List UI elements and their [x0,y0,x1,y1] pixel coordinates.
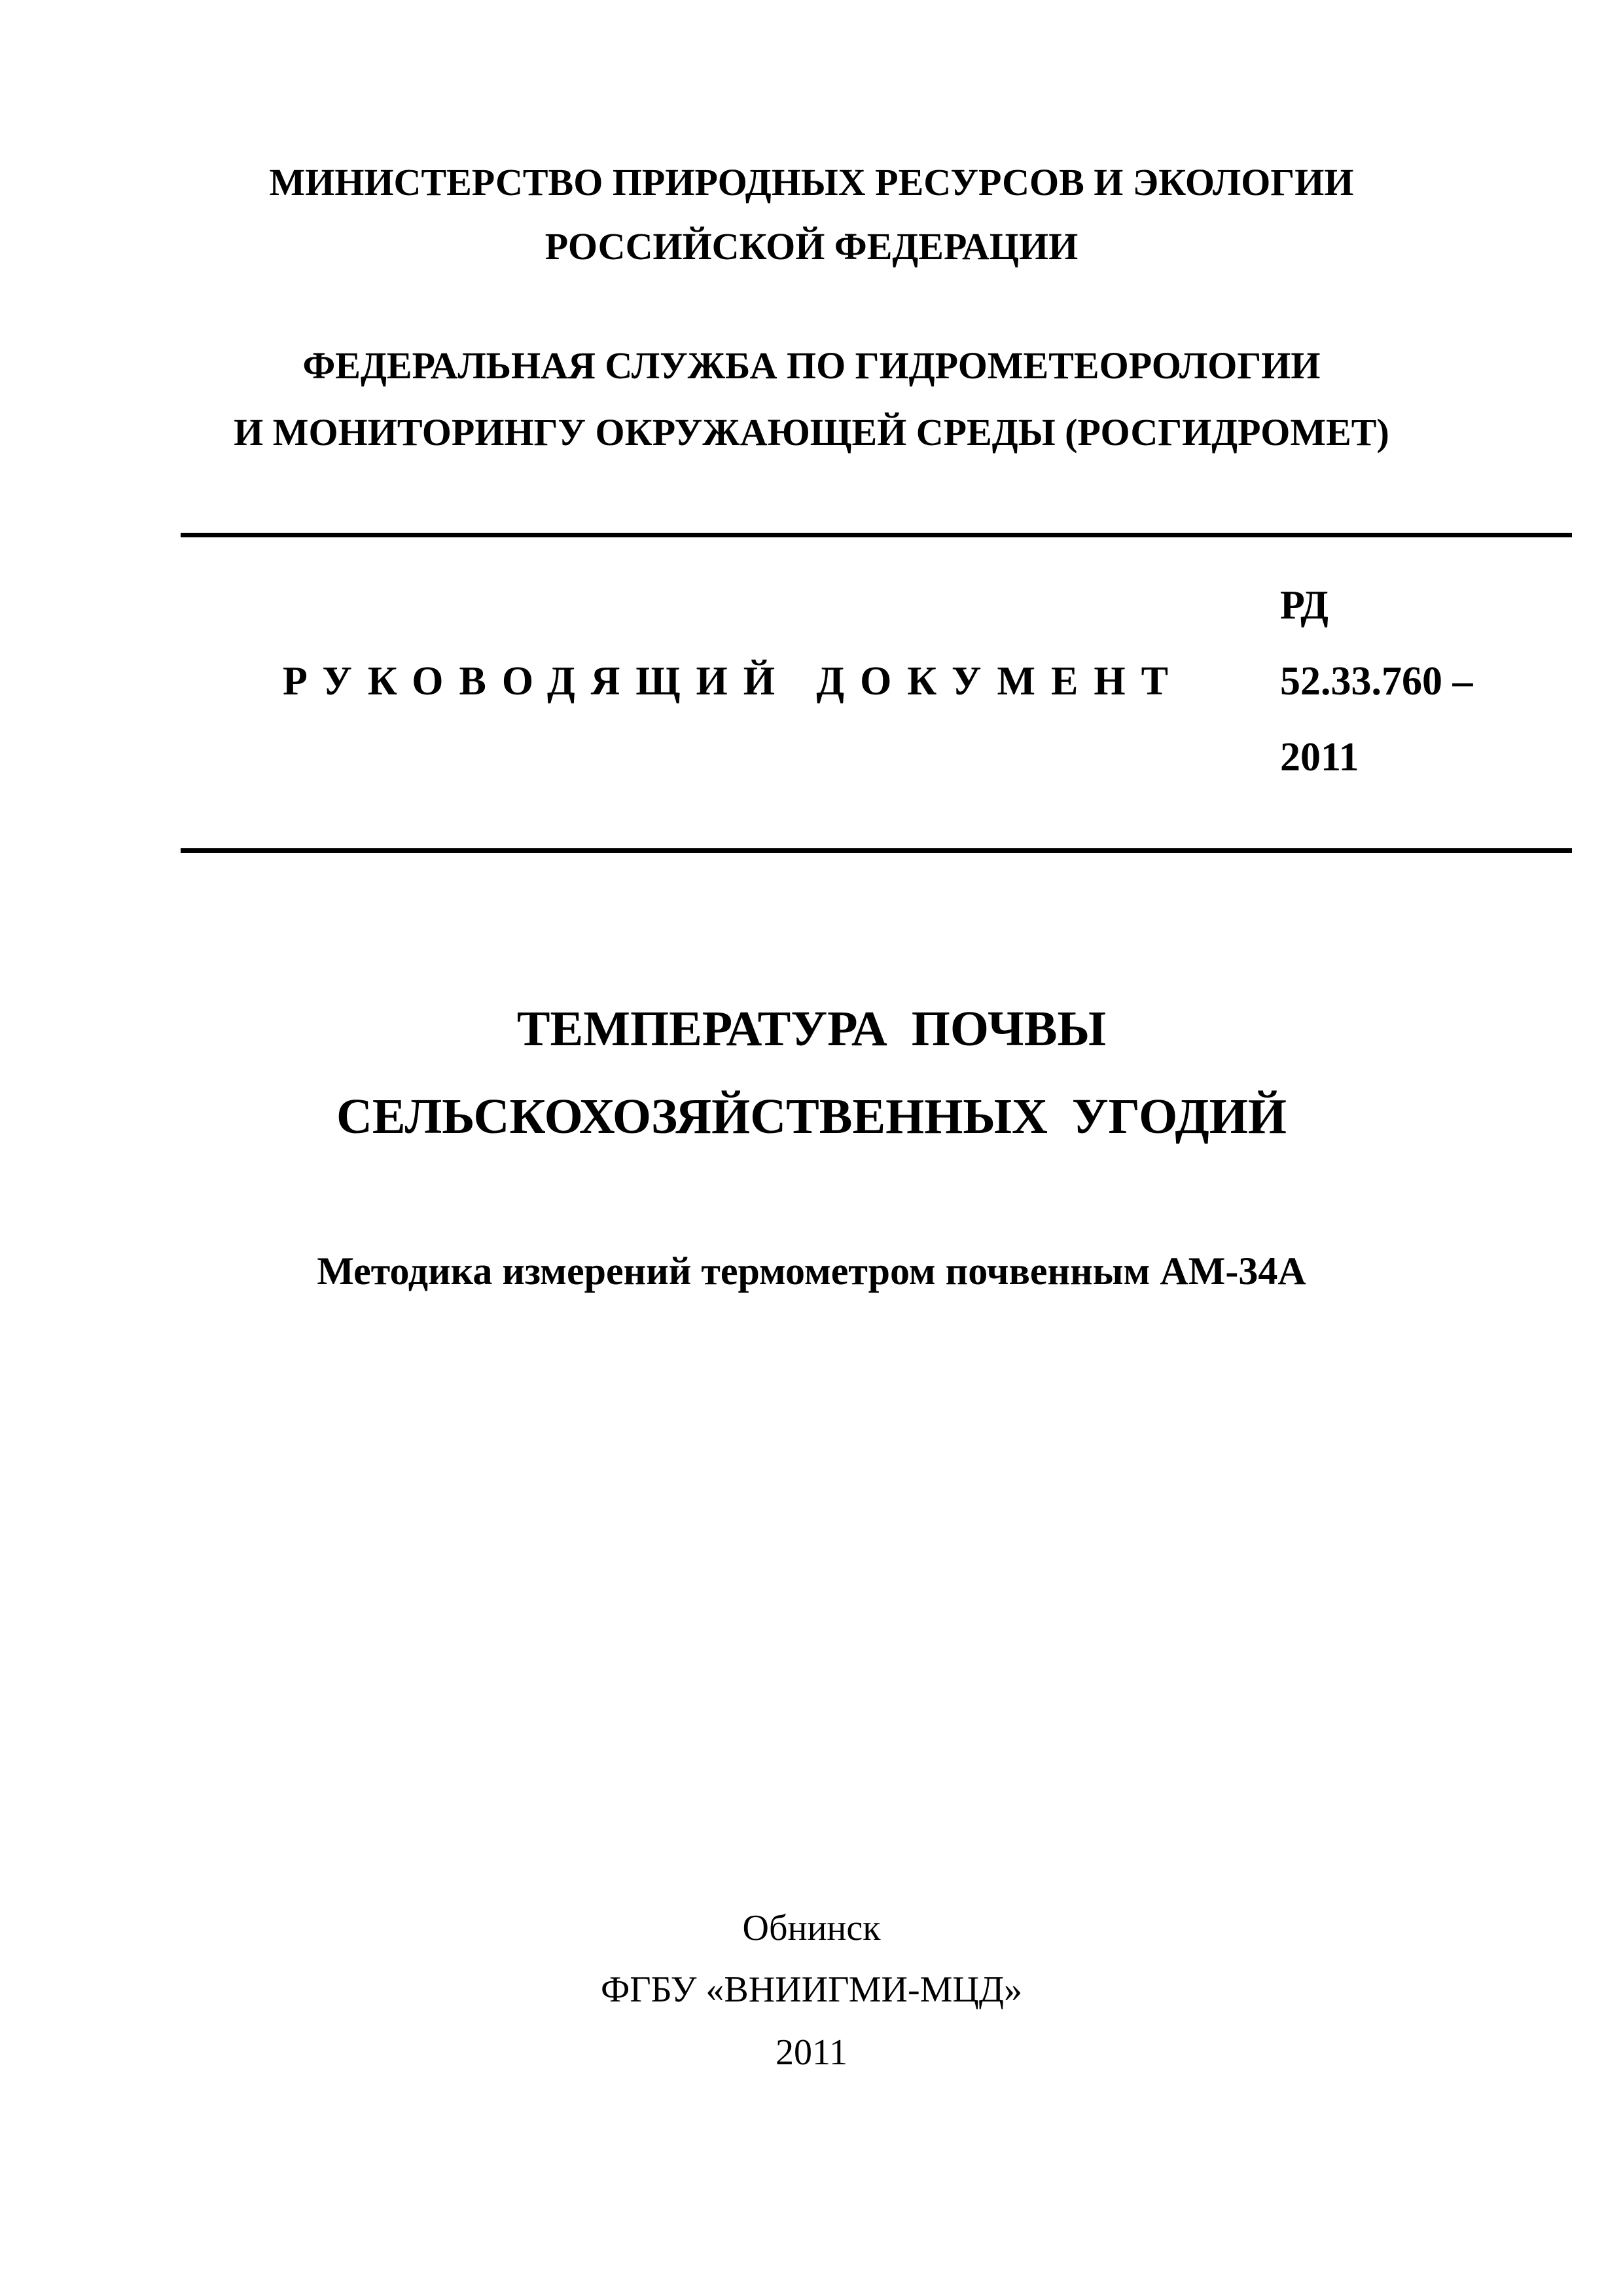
document-code-line-1: РД [1280,583,1329,628]
footer-city: Обнинск [742,1908,881,1948]
document-type-label: РУКОВОДЯЩИЙ ДОКУМЕНТ [283,659,1184,704]
document-code-line-2: 52.33.760 – [1280,659,1473,704]
subtitle: Методика измерений термометром почвенным АМ-34А [317,1249,1306,1293]
footer-publisher: ФГБУ «ВНИИГМИ-МЦД» [600,1969,1023,2010]
footer-year: 2011 [776,2032,847,2073]
ministry-line-2: РОССИЙСКОЙ ФЕДЕРАЦИИ [544,225,1079,268]
service-line-2: И МОНИТОРИНГУ ОКРУЖАЮЩЕЙ СРЕДЫ (РОСГИДРОМЕТ) [234,411,1389,454]
title-line-2: СЕЛЬСКОХОЗЯЙСТВЕННЫХ УГОДИЙ [336,1089,1287,1144]
ministry-line-1: МИНИСТЕРСТВО ПРИРОДНЫХ РЕСУРСОВ И ЭКОЛОГИИ [269,161,1354,204]
top-rule [181,533,1572,537]
service-line-1: ФЕДЕРАЛЬНАЯ СЛУЖБА ПО ГИДРОМЕТЕОРОЛОГИИ [302,344,1321,387]
bottom-rule [181,848,1572,853]
document-code-line-3: 2011 [1280,735,1359,780]
title-line-1: ТЕМПЕРАТУРА ПОЧВЫ [516,1001,1107,1056]
